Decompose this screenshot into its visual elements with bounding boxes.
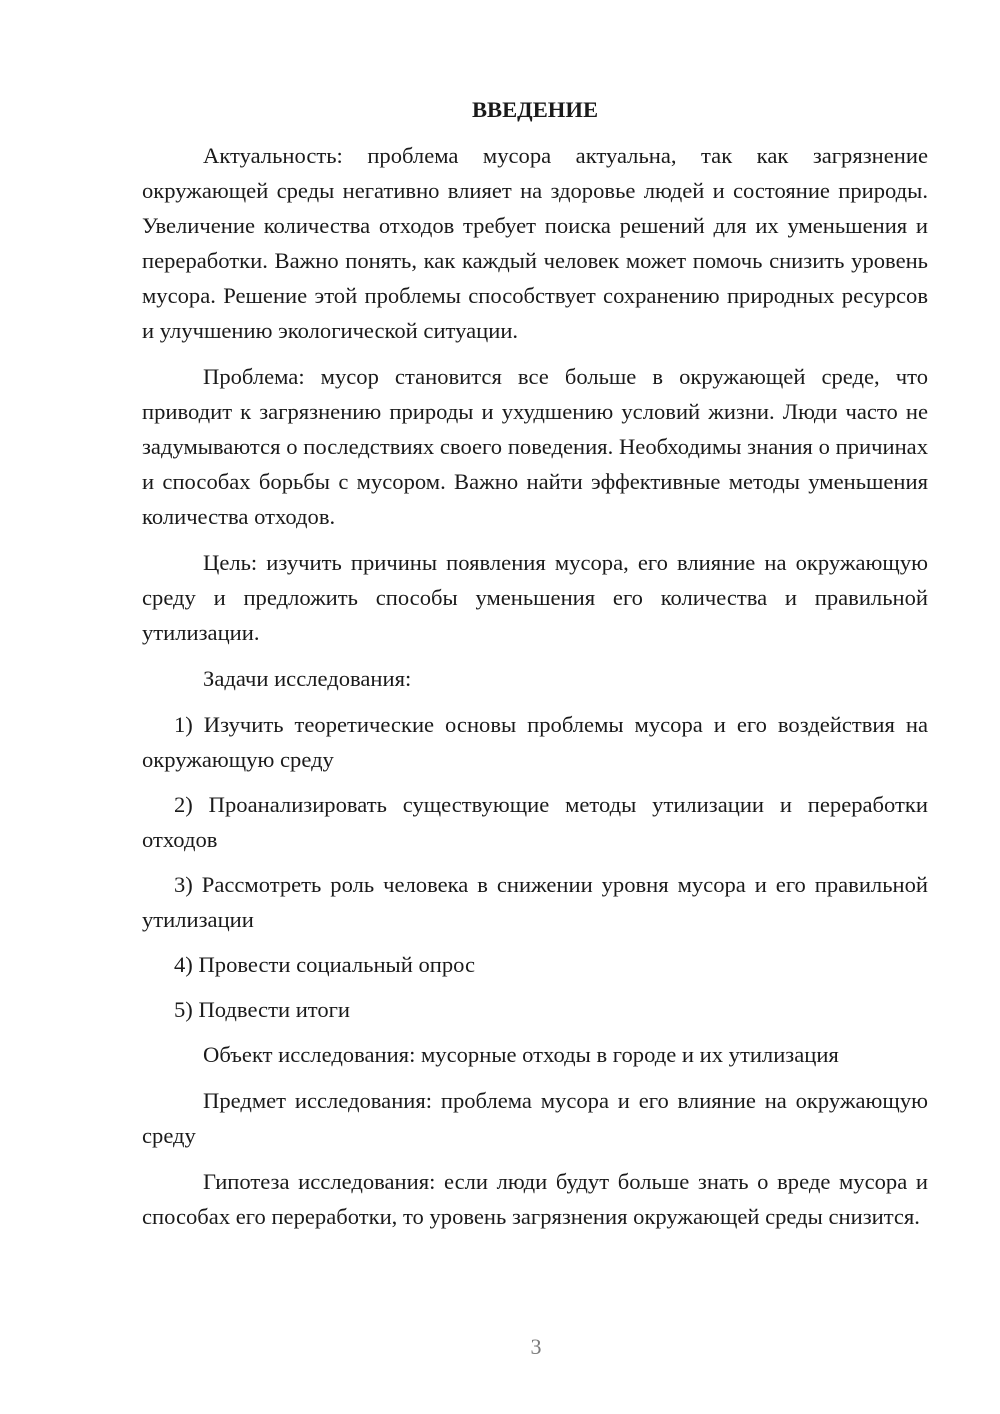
document-page [142,92,928,1245]
tasks-heading: Задачи исследования: [203,666,412,691]
goal-paragraph: Цель: изучить причины появления мусора, его влияние на окружающую среду и предложить способы уменьшения его количества и правильной утилизации. [142,550,928,645]
relevance-paragraph: Актуальность: проблема мусора актуальна, так как загрязнение окружающей среды негативно влияет на здоровье людей и состояние природы. Увеличение количества отходов требует поиска решений для их уменьшения и переработки. Важно понять, как каждый человек может помочь снизить уровень мусора. Решение этой проблемы способствует сохранению природных ресурсов и улучшению экологической ситуации. [142,143,928,343]
problem-paragraph: Проблема: мусор становится все больше в окружающей среде, что приводит к загрязнению природы и ухудшению условий жизни. Люди часто не задумываются о последствиях своего поведения. Необходимы знания о причинах и способах борьбы с мусором. Важно найти эффективные методы уменьшения количества отходов. [142,364,928,529]
tasks-list [142,707,928,1027]
task-item-1: 1) Изучить теоретические основы проблемы мусора и его воздействия на окружающую среду [142,712,928,772]
task-item-2: 2) Проанализировать существующие методы утилизации и переработки отходов [142,792,928,852]
subject-paragraph: Предмет исследования: проблема мусора и его влияние на окружающую среду [142,1088,928,1148]
object-paragraph: Объект исследования: мусорные отходы в городе и их утилизация [203,1042,839,1067]
task-item-4: 4) Провести социальный опрос [174,952,476,977]
task-item-5: 5) Подвести итоги [174,997,351,1022]
page-number: 3 [530,1334,542,1359]
section-title: ВВЕДЕНИЕ [471,97,599,122]
hypothesis-paragraph: Гипотеза исследования: если люди будут больше знать о вреде мусора и способах его переработки, то уровень загрязнения окружающей среды снизится. [142,1169,928,1229]
task-item-3: 3) Рассмотреть роль человека в снижении уровня мусора и его правильной утилизации [142,872,928,932]
